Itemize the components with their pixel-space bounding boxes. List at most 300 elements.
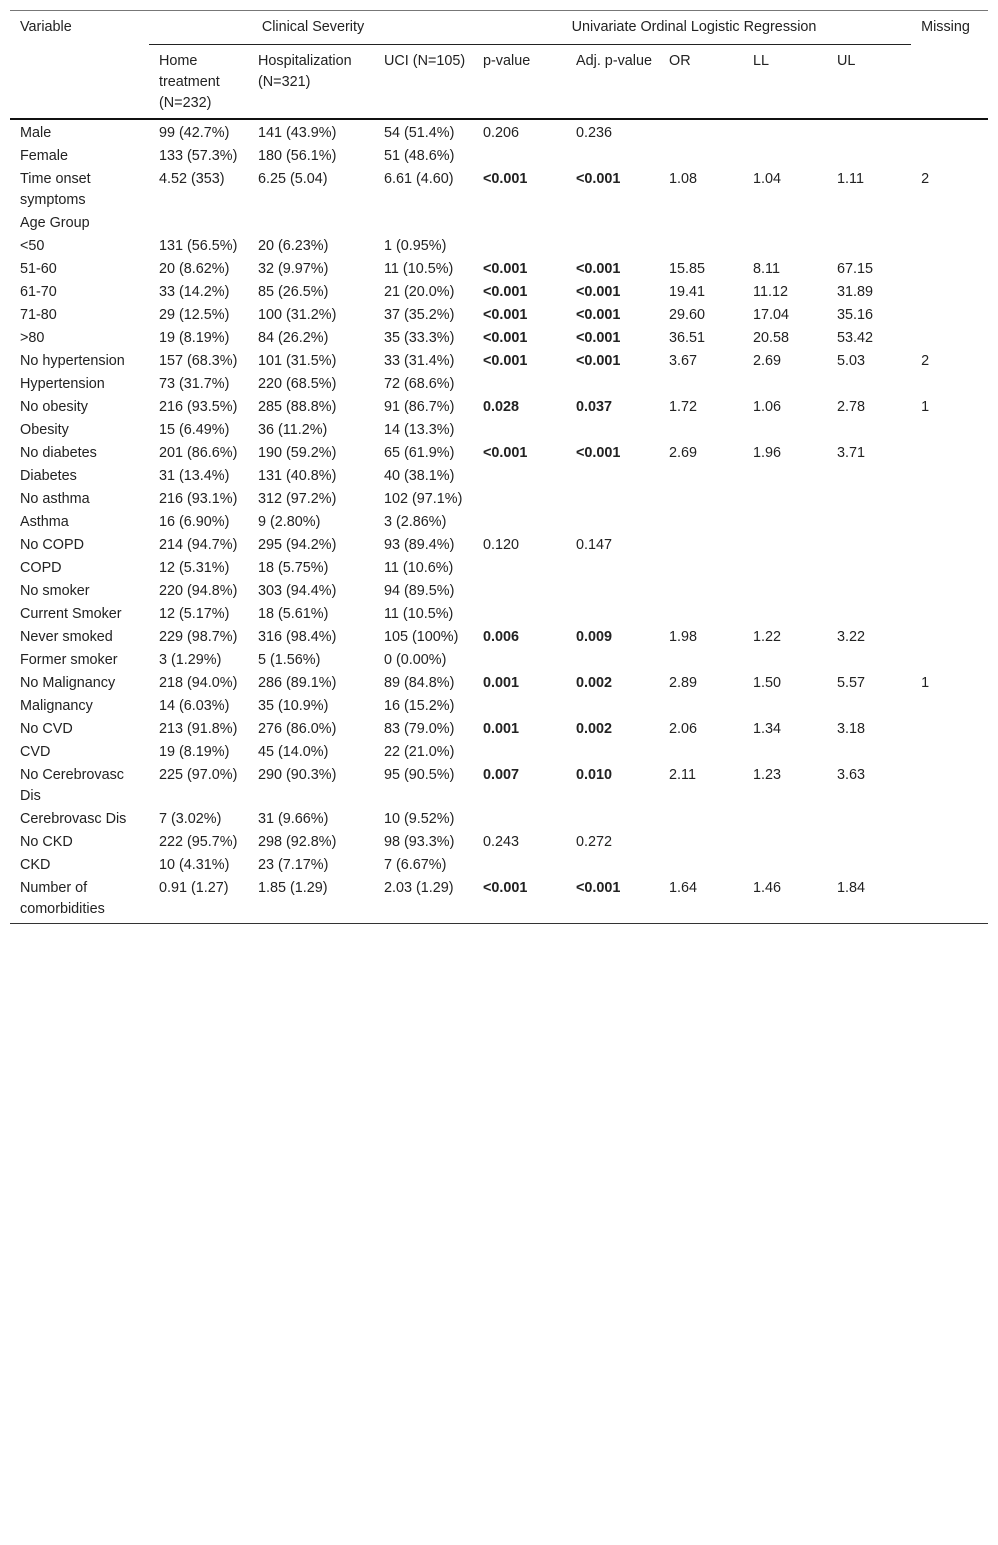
cell-uci: 51 (48.6%) bbox=[384, 148, 455, 164]
cell-variable: 61-70 bbox=[20, 284, 57, 300]
cell-missing bbox=[911, 281, 988, 304]
cell-uci: 3 (2.86%) bbox=[384, 514, 447, 530]
table-row bbox=[10, 442, 988, 465]
table-row bbox=[10, 854, 988, 877]
cell-p-value bbox=[473, 649, 566, 672]
cell-home: 19 (8.19%) bbox=[159, 744, 230, 760]
cell-ll: 20.58 bbox=[753, 330, 790, 346]
cell-ul: 53.42 bbox=[837, 330, 874, 346]
cell-missing bbox=[911, 442, 988, 465]
cell-adj-p-value: <0.001 bbox=[576, 445, 621, 461]
cell-home: 220 (94.8%) bbox=[159, 583, 238, 599]
cell-variable: 71-80 bbox=[20, 307, 57, 323]
cell-p-value: <0.001 bbox=[483, 284, 528, 300]
cell-uci: 33 (31.4%) bbox=[384, 353, 455, 369]
table-row bbox=[10, 212, 988, 235]
cell-missing bbox=[911, 808, 988, 831]
cell-adj-p-value: <0.001 bbox=[576, 330, 621, 346]
cell-or bbox=[659, 831, 743, 854]
cell-ll: 1.96 bbox=[753, 445, 782, 461]
header-ll: LL bbox=[753, 53, 770, 69]
cell-ll bbox=[743, 831, 827, 854]
cell-missing bbox=[911, 557, 988, 580]
table-row bbox=[10, 649, 988, 672]
cell-adj-p-value bbox=[566, 741, 659, 764]
cell-or: 1.08 bbox=[669, 171, 698, 187]
cell-ul: 67.15 bbox=[837, 261, 874, 277]
cell-ul: 3.63 bbox=[837, 767, 866, 783]
cell-home: 31 (13.4%) bbox=[159, 468, 230, 484]
cell-hospitalization: 131 (40.8%) bbox=[258, 468, 337, 484]
table-header bbox=[10, 11, 988, 120]
cell-p-value: <0.001 bbox=[483, 330, 528, 346]
cell-home: 20 (8.62%) bbox=[159, 261, 230, 277]
cell-home: 133 (57.3%) bbox=[159, 148, 238, 164]
cell-adj-p-value: 0.009 bbox=[576, 629, 613, 645]
cell-uci: 89 (84.8%) bbox=[384, 675, 455, 691]
table-row bbox=[10, 304, 988, 327]
cell-home: 131 (56.5%) bbox=[159, 238, 238, 254]
table-row bbox=[10, 764, 988, 808]
cell-home: 225 (97.0%) bbox=[159, 767, 238, 783]
cell-ll: 17.04 bbox=[753, 307, 790, 323]
cell-home: 157 (68.3%) bbox=[159, 353, 238, 369]
cell-ul: 1.84 bbox=[837, 880, 866, 896]
cell-ul bbox=[827, 488, 911, 511]
cell-adj-p-value bbox=[566, 419, 659, 442]
cell-uci: 10 (9.52%) bbox=[384, 811, 455, 827]
cell-variable: No asthma bbox=[20, 491, 90, 507]
cell-adj-p-value bbox=[566, 580, 659, 603]
header-home: Home treatment (N=232) bbox=[159, 53, 220, 111]
cell-variable: >80 bbox=[20, 330, 45, 346]
cell-uci: 35 (33.3%) bbox=[384, 330, 455, 346]
cell-adj-p-value bbox=[566, 235, 659, 258]
table-row bbox=[10, 741, 988, 764]
cell-uci: 54 (51.4%) bbox=[384, 125, 455, 141]
cell-hospitalization: 45 (14.0%) bbox=[258, 744, 329, 760]
cell-variable: No Malignancy bbox=[20, 675, 116, 691]
header-ul: UL bbox=[837, 53, 856, 69]
cell-adj-p-value bbox=[566, 603, 659, 626]
cell-p-value bbox=[473, 557, 566, 580]
cell-missing bbox=[911, 534, 988, 557]
cell-hospitalization: 100 (31.2%) bbox=[258, 307, 337, 323]
cell-p-value: <0.001 bbox=[483, 261, 528, 277]
cell-adj-p-value: <0.001 bbox=[576, 880, 621, 896]
cell-uci bbox=[374, 212, 473, 235]
cell-or bbox=[659, 603, 743, 626]
table-row bbox=[10, 465, 988, 488]
header-adj-p-value: Adj. p-value bbox=[576, 53, 653, 69]
cell-p-value bbox=[473, 808, 566, 831]
table-row bbox=[10, 119, 988, 145]
cell-adj-p-value: 0.037 bbox=[576, 399, 613, 415]
table-row bbox=[10, 145, 988, 168]
cell-hospitalization: 276 (86.0%) bbox=[258, 721, 337, 737]
cell-ul bbox=[827, 235, 911, 258]
cell-missing bbox=[911, 580, 988, 603]
cell-ul bbox=[827, 212, 911, 235]
cell-uci: 95 (90.5%) bbox=[384, 767, 455, 783]
cell-or bbox=[659, 145, 743, 168]
cell-missing bbox=[911, 511, 988, 534]
table-row bbox=[10, 168, 988, 212]
cell-missing bbox=[911, 603, 988, 626]
cell-hospitalization: 295 (94.2%) bbox=[258, 537, 337, 553]
cell-or: 36.51 bbox=[669, 330, 706, 346]
table-row bbox=[10, 557, 988, 580]
cell-uci: 16 (15.2%) bbox=[384, 698, 455, 714]
table-row bbox=[10, 626, 988, 649]
cell-ll bbox=[743, 649, 827, 672]
cell-home: 12 (5.31%) bbox=[159, 560, 230, 576]
cell-adj-p-value: <0.001 bbox=[576, 261, 621, 277]
cell-variable: Hypertension bbox=[20, 376, 105, 392]
cell-p-value bbox=[473, 488, 566, 511]
table-row bbox=[10, 877, 988, 924]
cell-ul: 31.89 bbox=[837, 284, 874, 300]
cell-ll: 1.06 bbox=[753, 399, 782, 415]
cell-or: 1.64 bbox=[669, 880, 698, 896]
cell-home: 15 (6.49%) bbox=[159, 422, 230, 438]
cell-adj-p-value bbox=[566, 854, 659, 877]
cell-home: 213 (91.8%) bbox=[159, 721, 238, 737]
cell-ll bbox=[743, 580, 827, 603]
header-variable: Variable bbox=[20, 19, 72, 35]
cell-variable: Never smoked bbox=[20, 629, 113, 645]
table-row bbox=[10, 258, 988, 281]
cell-p-value: 0.006 bbox=[483, 629, 520, 645]
cell-or: 2.11 bbox=[669, 767, 696, 783]
cell-adj-p-value: 0.002 bbox=[576, 675, 613, 691]
cell-hospitalization: 6.25 (5.04) bbox=[258, 171, 328, 187]
cell-missing: 2 bbox=[921, 171, 930, 187]
cell-home: 99 (42.7%) bbox=[159, 125, 230, 141]
cell-missing bbox=[911, 235, 988, 258]
cell-hospitalization: 5 (1.56%) bbox=[258, 652, 321, 668]
cell-missing bbox=[911, 327, 988, 350]
cell-home: 14 (6.03%) bbox=[159, 698, 230, 714]
cell-missing bbox=[911, 119, 988, 145]
cell-or: 29.60 bbox=[669, 307, 706, 323]
cell-or bbox=[659, 511, 743, 534]
cell-hospitalization: 36 (11.2%) bbox=[258, 422, 328, 438]
cell-missing bbox=[911, 764, 988, 808]
cell-hospitalization: 303 (94.4%) bbox=[258, 583, 337, 599]
cell-missing bbox=[911, 831, 988, 854]
cell-uci: 14 (13.3%) bbox=[384, 422, 455, 438]
table-row bbox=[10, 603, 988, 626]
cell-uci: 93 (89.4%) bbox=[384, 537, 455, 553]
header-regression: Univariate Ordinal Logistic Regression bbox=[473, 11, 911, 45]
cell-ul: 35.16 bbox=[837, 307, 874, 323]
table-row bbox=[10, 672, 988, 695]
cell-ul bbox=[827, 854, 911, 877]
cell-ll bbox=[743, 741, 827, 764]
cell-variable: No diabetes bbox=[20, 445, 97, 461]
cell-hospitalization: 23 (7.17%) bbox=[258, 857, 329, 873]
cell-missing bbox=[911, 373, 988, 396]
cell-adj-p-value bbox=[566, 557, 659, 580]
cell-p-value bbox=[473, 854, 566, 877]
cell-hospitalization: 35 (10.9%) bbox=[258, 698, 329, 714]
cell-or bbox=[659, 235, 743, 258]
cell-uci: 21 (20.0%) bbox=[384, 284, 455, 300]
cell-ul bbox=[827, 557, 911, 580]
table-row bbox=[10, 511, 988, 534]
cell-adj-p-value bbox=[566, 488, 659, 511]
cell-adj-p-value: 0.236 bbox=[576, 125, 613, 141]
cell-home: 216 (93.1%) bbox=[159, 491, 238, 507]
table-row bbox=[10, 831, 988, 854]
header-or: OR bbox=[669, 53, 691, 69]
cell-p-value: 0.007 bbox=[483, 767, 520, 783]
cell-or bbox=[659, 119, 743, 145]
cell-ul: 2.78 bbox=[837, 399, 866, 415]
cell-ul bbox=[827, 511, 911, 534]
cell-hospitalization: 285 (88.8%) bbox=[258, 399, 337, 415]
cell-missing: 2 bbox=[921, 353, 930, 369]
cell-ul bbox=[827, 649, 911, 672]
cell-or: 19.41 bbox=[669, 284, 706, 300]
cell-variable: Malignancy bbox=[20, 698, 93, 714]
cell-adj-p-value bbox=[566, 465, 659, 488]
cell-ll bbox=[743, 145, 827, 168]
cell-ll bbox=[743, 373, 827, 396]
cell-or bbox=[659, 373, 743, 396]
cell-hospitalization: 190 (59.2%) bbox=[258, 445, 337, 461]
cell-p-value: <0.001 bbox=[483, 353, 528, 369]
cell-variable: Male bbox=[20, 125, 52, 141]
cell-hospitalization: 18 (5.61%) bbox=[258, 606, 329, 622]
cell-p-value bbox=[473, 580, 566, 603]
table-wrapper bbox=[10, 10, 988, 924]
cell-hospitalization: 298 (92.8%) bbox=[258, 834, 337, 850]
cell-uci: 2.03 (1.29) bbox=[384, 880, 454, 896]
cell-p-value: 0.243 bbox=[483, 834, 520, 850]
cell-p-value: 0.001 bbox=[483, 675, 520, 691]
cell-home: 7 (3.02%) bbox=[159, 811, 222, 827]
cell-adj-p-value: <0.001 bbox=[576, 171, 621, 187]
cell-home: 214 (94.7%) bbox=[159, 537, 238, 553]
cell-uci: 37 (35.2%) bbox=[384, 307, 455, 323]
cell-uci: 1 (0.95%) bbox=[384, 238, 447, 254]
cell-uci: 94 (89.5%) bbox=[384, 583, 455, 599]
cell-p-value: 0.028 bbox=[483, 399, 520, 415]
cell-adj-p-value: 0.002 bbox=[576, 721, 613, 737]
cell-ul: 1.11 bbox=[837, 171, 864, 187]
cell-ll bbox=[743, 119, 827, 145]
table-row bbox=[10, 695, 988, 718]
cell-ll bbox=[743, 511, 827, 534]
cell-uci: 11 (10.5%) bbox=[384, 261, 454, 277]
cell-adj-p-value bbox=[566, 808, 659, 831]
cell-ul bbox=[827, 373, 911, 396]
cell-missing bbox=[911, 145, 988, 168]
cell-missing: 1 bbox=[921, 399, 930, 415]
cell-ul bbox=[827, 119, 911, 145]
table-row bbox=[10, 350, 988, 373]
cell-variable: CVD bbox=[20, 744, 51, 760]
table-row bbox=[10, 235, 988, 258]
cell-p-value bbox=[473, 212, 566, 235]
cell-ul bbox=[827, 603, 911, 626]
cell-variable: COPD bbox=[20, 560, 62, 576]
cell-or: 2.89 bbox=[669, 675, 698, 691]
cell-ul bbox=[827, 741, 911, 764]
cell-home: 10 (4.31%) bbox=[159, 857, 230, 873]
cell-ul bbox=[827, 808, 911, 831]
cell-p-value bbox=[473, 465, 566, 488]
cell-uci: 11 (10.5%) bbox=[384, 606, 454, 622]
cell-hospitalization: 312 (97.2%) bbox=[258, 491, 337, 507]
cell-p-value: <0.001 bbox=[483, 880, 528, 896]
cell-adj-p-value bbox=[566, 145, 659, 168]
cell-uci: 65 (61.9%) bbox=[384, 445, 455, 461]
cell-ll bbox=[743, 235, 827, 258]
cell-ul bbox=[827, 145, 911, 168]
cell-variable: 51-60 bbox=[20, 261, 57, 277]
cell-missing bbox=[911, 626, 988, 649]
cell-home: 3 (1.29%) bbox=[159, 652, 222, 668]
cell-variable: No CKD bbox=[20, 834, 73, 850]
cell-ul: 3.71 bbox=[837, 445, 866, 461]
cell-hospitalization: 31 (9.66%) bbox=[258, 811, 329, 827]
cell-hospitalization bbox=[248, 212, 374, 235]
cell-hospitalization: 180 (56.1%) bbox=[258, 148, 337, 164]
cell-ll: 1.46 bbox=[753, 880, 782, 896]
cell-home: 0.91 (1.27) bbox=[159, 880, 229, 896]
cell-variable: No Cerebrovasc Dis bbox=[20, 767, 124, 804]
table-row bbox=[10, 281, 988, 304]
cell-variable: No hypertension bbox=[20, 353, 125, 369]
cell-or bbox=[659, 534, 743, 557]
cell-ul bbox=[827, 465, 911, 488]
cell-or bbox=[659, 419, 743, 442]
cell-missing bbox=[911, 649, 988, 672]
cell-adj-p-value: 0.272 bbox=[576, 834, 613, 850]
cell-adj-p-value bbox=[566, 373, 659, 396]
cell-p-value bbox=[473, 695, 566, 718]
cell-home: 229 (98.7%) bbox=[159, 629, 238, 645]
cell-missing bbox=[911, 854, 988, 877]
table-row bbox=[10, 373, 988, 396]
cell-or bbox=[659, 854, 743, 877]
cell-p-value bbox=[473, 741, 566, 764]
cell-uci: 98 (93.3%) bbox=[384, 834, 455, 850]
cell-ul bbox=[827, 695, 911, 718]
cell-ll bbox=[743, 212, 827, 235]
cell-or: 1.98 bbox=[669, 629, 698, 645]
header-uci: UCI (N=105) bbox=[384, 53, 466, 69]
cell-home: 4.52 (353) bbox=[159, 171, 225, 187]
table-row bbox=[10, 534, 988, 557]
cell-ul bbox=[827, 580, 911, 603]
cell-ll: 1.22 bbox=[753, 629, 782, 645]
cell-variable: No COPD bbox=[20, 537, 84, 553]
cell-ll bbox=[743, 419, 827, 442]
cell-uci: 105 (100%) bbox=[384, 629, 459, 645]
cell-ul: 3.22 bbox=[837, 629, 866, 645]
cell-missing bbox=[911, 695, 988, 718]
cell-p-value bbox=[473, 235, 566, 258]
cell-p-value: 0.001 bbox=[483, 721, 520, 737]
cell-adj-p-value: <0.001 bbox=[576, 353, 621, 369]
table-row bbox=[10, 718, 988, 741]
cell-ll bbox=[743, 488, 827, 511]
cell-or: 2.06 bbox=[669, 721, 698, 737]
cell-uci: 0 (0.00%) bbox=[384, 652, 447, 668]
cell-variable: Obesity bbox=[20, 422, 69, 438]
cell-variable: Current Smoker bbox=[20, 606, 122, 622]
cell-ll bbox=[743, 808, 827, 831]
cell-hospitalization: 101 (31.5%) bbox=[258, 353, 337, 369]
cell-hospitalization: 141 (43.9%) bbox=[258, 125, 337, 141]
cell-adj-p-value bbox=[566, 511, 659, 534]
cell-variable: Age Group bbox=[20, 215, 90, 231]
cell-p-value bbox=[473, 419, 566, 442]
table-body bbox=[10, 119, 988, 924]
cell-p-value: 0.120 bbox=[483, 537, 520, 553]
cell-or: 1.72 bbox=[669, 399, 698, 415]
header-p-value: p-value bbox=[483, 53, 531, 69]
cell-ul bbox=[827, 419, 911, 442]
cell-home: 216 (93.5%) bbox=[159, 399, 238, 415]
cell-variable: Female bbox=[20, 148, 68, 164]
cell-ll: 8.11 bbox=[753, 261, 780, 277]
table-row bbox=[10, 396, 988, 419]
cell-or bbox=[659, 465, 743, 488]
cell-adj-p-value bbox=[566, 695, 659, 718]
cell-hospitalization: 85 (26.5%) bbox=[258, 284, 329, 300]
cell-variable: No smoker bbox=[20, 583, 90, 599]
table-row bbox=[10, 419, 988, 442]
cell-or: 15.85 bbox=[669, 261, 706, 277]
cell-variable: CKD bbox=[20, 857, 51, 873]
cell-uci: 91 (86.7%) bbox=[384, 399, 455, 415]
cell-p-value: 0.206 bbox=[483, 125, 520, 141]
cell-variable: Number of comorbidities bbox=[20, 880, 105, 917]
cell-missing bbox=[911, 718, 988, 741]
cell-ll: 11.12 bbox=[753, 284, 788, 300]
cell-uci: 7 (6.67%) bbox=[384, 857, 447, 873]
cell-home: 218 (94.0%) bbox=[159, 675, 238, 691]
cell-variable: No CVD bbox=[20, 721, 73, 737]
cell-ll bbox=[743, 695, 827, 718]
cell-missing bbox=[911, 212, 988, 235]
cell-uci: 102 (97.1%) bbox=[384, 491, 463, 507]
cell-home: 16 (6.90%) bbox=[159, 514, 230, 530]
cell-ll bbox=[743, 603, 827, 626]
cell-home: 201 (86.6%) bbox=[159, 445, 238, 461]
table-row bbox=[10, 580, 988, 603]
cell-p-value bbox=[473, 511, 566, 534]
cell-uci: 40 (38.1%) bbox=[384, 468, 455, 484]
cell-or bbox=[659, 488, 743, 511]
cell-p-value: <0.001 bbox=[483, 445, 528, 461]
cell-or bbox=[659, 808, 743, 831]
cell-or bbox=[659, 580, 743, 603]
cell-p-value bbox=[473, 373, 566, 396]
table-row bbox=[10, 808, 988, 831]
table-row bbox=[10, 327, 988, 350]
cell-ul: 3.18 bbox=[837, 721, 866, 737]
cell-adj-p-value bbox=[566, 649, 659, 672]
cell-uci: 72 (68.6%) bbox=[384, 376, 455, 392]
cell-adj-p-value bbox=[566, 212, 659, 235]
cell-ul: 5.03 bbox=[837, 353, 866, 369]
